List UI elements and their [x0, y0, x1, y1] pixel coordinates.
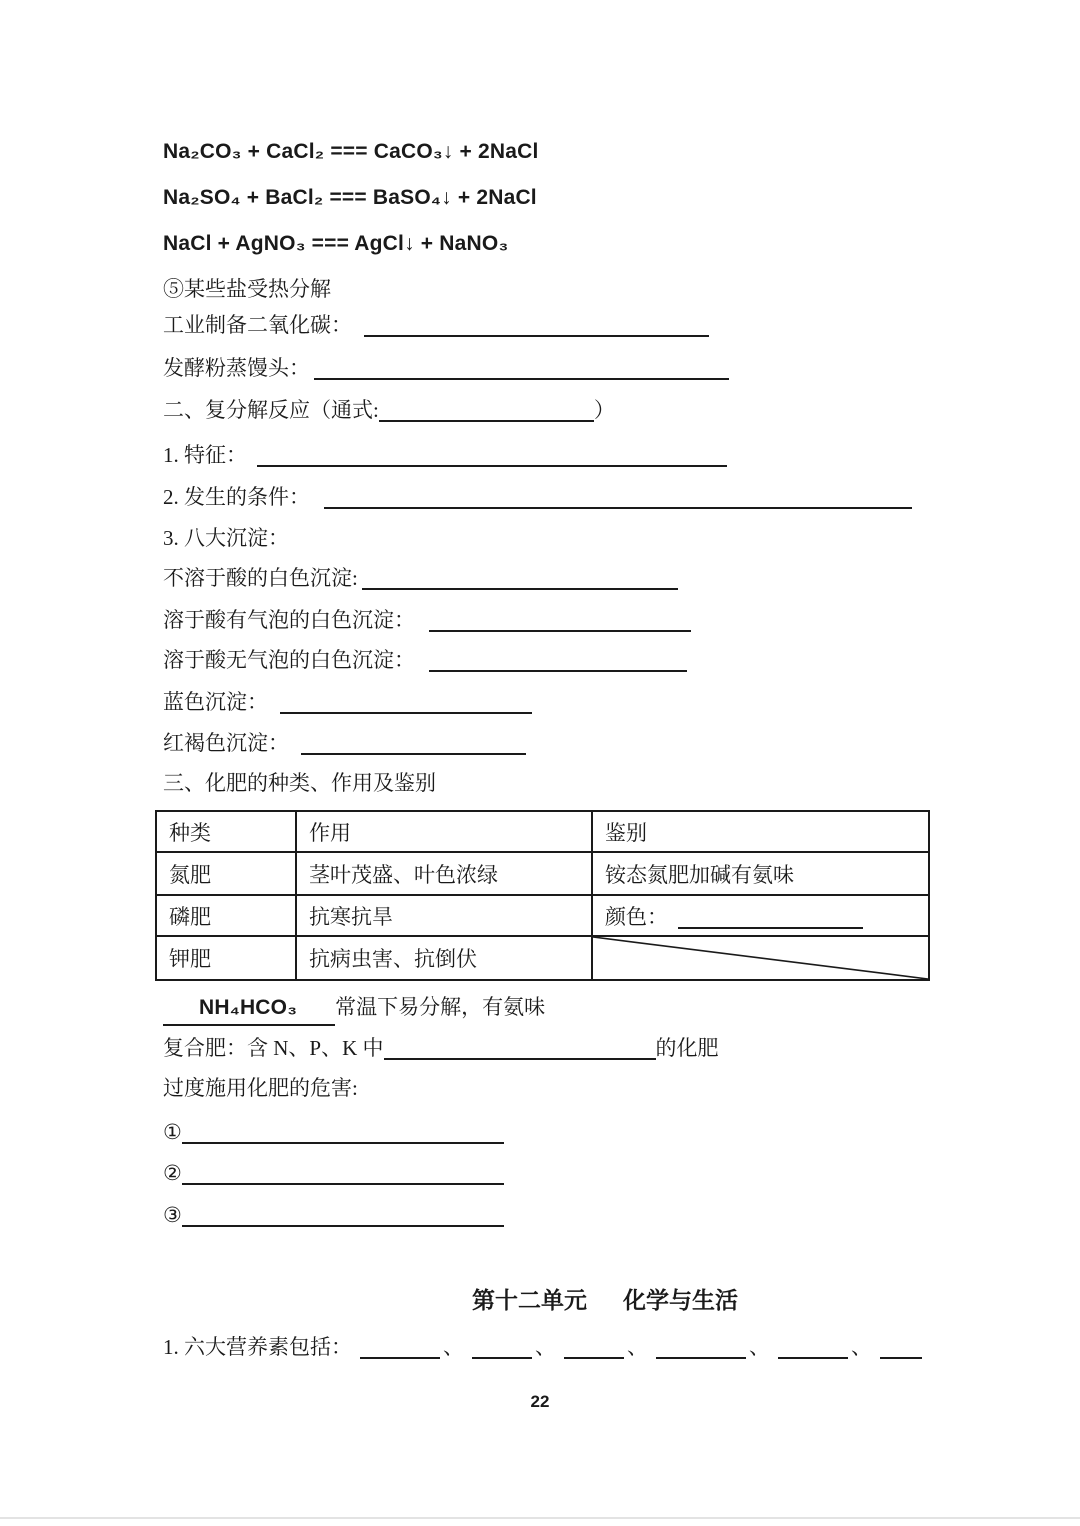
compound-blank: [384, 1040, 656, 1060]
cell-potassium-identify-crossed: [592, 936, 929, 980]
table-header-row: [156, 811, 929, 852]
redbrown-blank: [301, 735, 526, 755]
soluble-gas-precipitate-line: [163, 605, 691, 635]
leavening-line: [163, 353, 729, 383]
nutrient-separator: 、: [535, 1335, 556, 1359]
industrial-co2-label: 工业制备二氧化碳：: [163, 313, 352, 337]
unit-heading-title: 化学与生活: [623, 1288, 738, 1313]
header-identify: 鉴别: [592, 811, 929, 852]
nutrient-blank-4: [656, 1339, 746, 1359]
leavening-label: 发酵粉蒸馒头：: [163, 356, 310, 380]
harm-marker-3: ③: [163, 1203, 182, 1227]
feature-label: 1. 特征：: [163, 443, 247, 467]
condition-label: 2. 发生的条件：: [163, 485, 310, 509]
cell-phosphorus-function: 抗寒抗旱: [296, 895, 592, 936]
nh4hco3-line: [163, 992, 545, 1026]
soluble-gas-label: 溶于酸有气泡的白色沉淀：: [163, 608, 415, 632]
chem-equation-2: Na₂SO₄ + BaCl₂ === BaSO₄↓ + 2NaCl: [163, 186, 537, 209]
feature-line: [163, 440, 727, 470]
header-type: 种类: [156, 811, 296, 852]
blue-label: 蓝色沉淀：: [163, 690, 268, 714]
condition-blank: [324, 489, 912, 509]
cell-potassium: 钾肥: [156, 936, 296, 980]
unit-heading-number: 第十二单元: [472, 1288, 587, 1313]
chem-equation-3: NaCl + AgNO₃ === AgCl↓ + NaNO₃: [163, 232, 509, 255]
precipitates-title: 3. 八大沉淀：: [163, 526, 289, 550]
color-label: 颜色：: [605, 904, 668, 929]
nutrient-blank-1: [360, 1339, 440, 1359]
metathesis-suffix: ）: [593, 398, 615, 422]
nutrient-separator: 、: [749, 1335, 770, 1359]
page-number: 22: [530, 1392, 550, 1411]
table-row: [156, 895, 929, 936]
soluble-nogas-precipitate-line: [163, 645, 687, 675]
header-function: 作用: [296, 811, 592, 852]
table-row: [156, 852, 929, 895]
harm-blank-2: [182, 1165, 504, 1185]
nh4hco3-answer: NH₄HCO₃: [163, 993, 335, 1026]
insoluble-blank: [362, 570, 678, 590]
insoluble-precipitate-line: [163, 563, 678, 593]
feature-blank: [257, 447, 727, 467]
harm-blank-1: [182, 1124, 504, 1144]
nutrient-separator: 、: [851, 1335, 872, 1359]
metathesis-prefix: 二、复分解反应（通式:: [163, 398, 379, 422]
page-edge-divider: [0, 1517, 1080, 1519]
cell-potassium-function: 抗病虫害、抗倒伏: [296, 936, 592, 980]
fertilizer-table: [155, 810, 930, 981]
nutrient-blank-3: [564, 1339, 624, 1359]
nutrient-blank-2: [472, 1339, 532, 1359]
industrial-co2-blank: [364, 317, 709, 337]
cell-nitrogen-identify: 铵态氮肥加碱有氨味: [592, 852, 929, 895]
fertilizer-section-title: 三、化肥的种类、作用及鉴别: [163, 771, 436, 795]
redbrown-label: 红褐色沉淀：: [163, 731, 289, 755]
harm-marker-2: ②: [163, 1161, 182, 1185]
industrial-co2-line: [163, 310, 709, 340]
cell-nitrogen-function: 茎叶茂盛、叶色浓绿: [296, 852, 592, 895]
harm-item-2: [163, 1158, 504, 1188]
cell-phosphorus-identify: [592, 895, 929, 936]
harm-item-1: [163, 1117, 504, 1147]
nutrient-separator: 、: [627, 1335, 648, 1359]
cell-phosphorus: 磷肥: [156, 895, 296, 936]
nh4hco3-suffix: 常温下易分解，有氨味: [335, 995, 546, 1019]
nutrients-line: [163, 1332, 922, 1362]
soluble-gas-blank: [429, 612, 691, 632]
redbrown-precipitate-line: [163, 728, 526, 758]
soluble-nogas-blank: [429, 652, 687, 672]
harm-item-3: [163, 1200, 504, 1230]
metathesis-section-line: [163, 395, 615, 425]
condition-line: [163, 482, 912, 512]
harm-blank-3: [182, 1207, 504, 1227]
compound-fertilizer-line: [163, 1033, 719, 1063]
chem-equation-1: Na₂CO₃ + CaCl₂ === CaCO₃↓ + 2NaCl: [163, 140, 539, 163]
nutrients-label: 1. 六大营养素包括：: [163, 1335, 352, 1359]
color-blank: [678, 909, 863, 929]
blue-blank: [280, 694, 532, 714]
soluble-nogas-label: 溶于酸无气泡的白色沉淀：: [163, 648, 415, 672]
overuse-harm-title: 过度施用化肥的危害:: [163, 1076, 358, 1100]
nutrient-blank-6: [880, 1339, 922, 1359]
cell-nitrogen: 氮肥: [156, 852, 296, 895]
salt-decomposition-item: ⑤某些盐受热分解: [163, 277, 331, 301]
metathesis-blank: [379, 402, 594, 422]
unit-heading: [0, 1285, 1080, 1317]
insoluble-label: 不溶于酸的白色沉淀:: [163, 566, 358, 590]
harm-marker-1: ①: [163, 1120, 182, 1144]
compound-prefix: 复合肥：含 N、P、K 中: [163, 1036, 384, 1060]
blue-precipitate-line: [163, 687, 532, 717]
diagonal-strikeout-line: [593, 937, 928, 979]
table-row: [156, 936, 929, 980]
nutrient-blank-5: [778, 1339, 848, 1359]
nutrient-separator: 、: [443, 1335, 464, 1359]
leavening-blank: [314, 360, 729, 380]
compound-suffix: 的化肥: [655, 1036, 719, 1060]
